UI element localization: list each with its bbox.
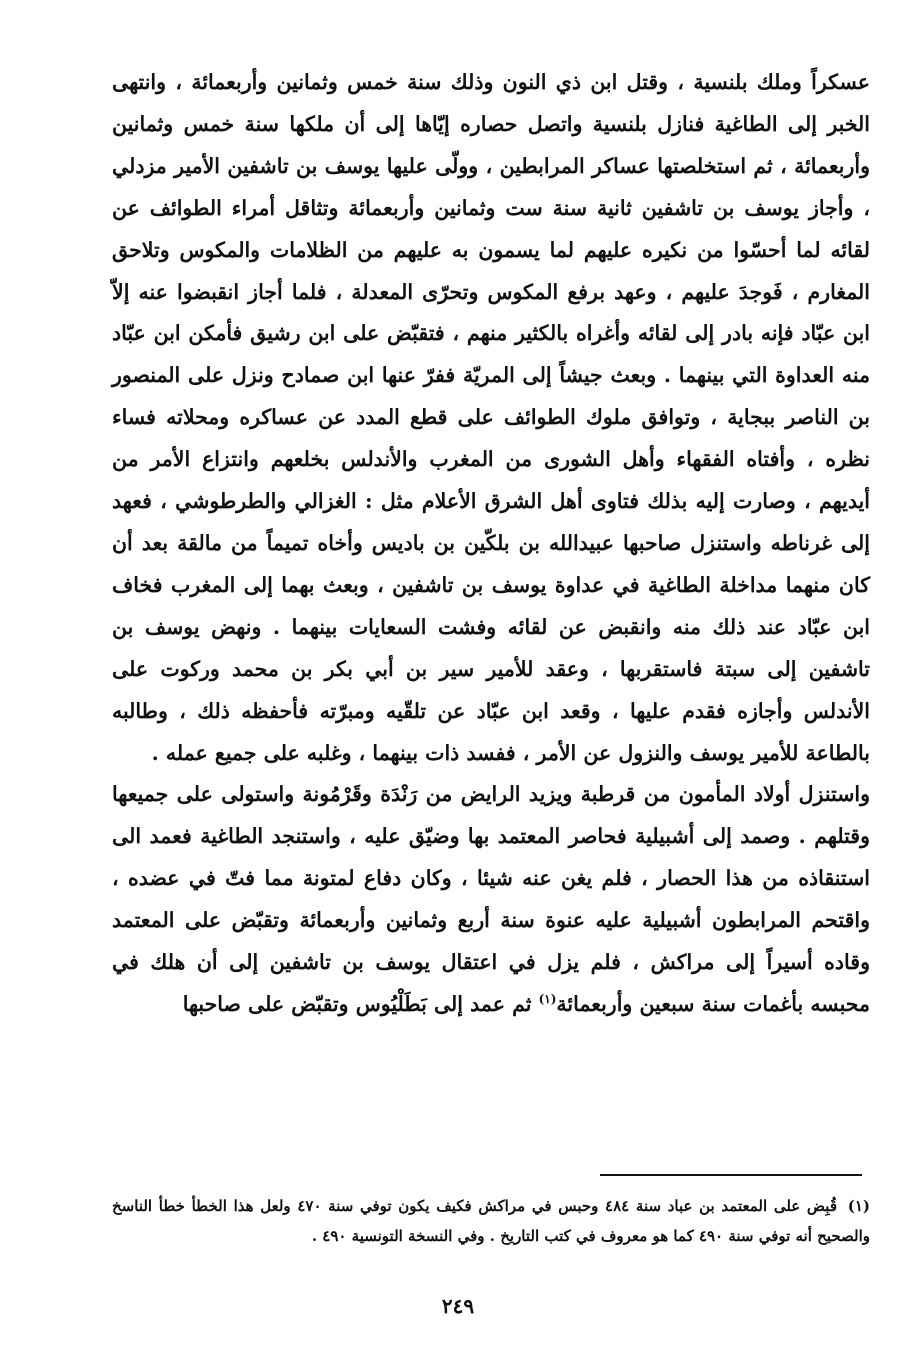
footnote-marker: (١)	[847, 1197, 870, 1215]
paragraph-2-text: واستنزل أولاد المأمون من قرطبة ويزيد الرايض من رَنْدَة وقَرْمُونة واستولى على جميعها وقتلهم . وصمد إلى أشبيلية فحاصر المعتمد بها وضيّق عليه ، واستنجد الطاغية فعمد الى استنقاذه من هذا الحصار ، فلم يغن عنه شيئا ، وكان دفاع لمتونة مما فتّ في عضده ، واقتحم المرابطون أشبيلية عليه عنوة سنة أربع وثمانين وأربعمائة وتقبّض على المعتمد وقاده أسيراً إلى مراكش ، فلم يزل في اعتقال يوسف بن تاشفين إلى أن هلك في محبسه بأغمات سنة سبعين وأربعمائة	[112, 782, 870, 1016]
paragraph-2-tail: ثم عمد إلى بَطَلْيُوس وتقبّض على صاحبها	[182, 991, 539, 1016]
main-text-block	[112, 62, 870, 1026]
paragraph-1: عسكراً وملك بلنسية ، وقتل ابن ذي النون وذلك سنة خمس وثمانين وأربعمائة ، وانتهى الخبر إلى الطاغية فنازل بلنسية واتصل حصاره إيّاها إلى أن ملكها سنة خمس وثمانين وأربعمائة ، ثم استخلصتها عساكر المرابطين ، وولّى عليها يوسف بن تاشفين الأمير مزدلي ، وأجاز يوسف بن تاشفين ثانية سنة ست وثمانين وأربعمائة وتثاقل أمراء الطوائف عن لقائه لما أحسّوا من نكيره عليهم لما يسمون به عليهم من الظلامات والمكوس وتلاحق المغارم ، فَوجدَ عليهم ، وعهد برفع المكوس وتحرّى المعدلة ، فلما أجاز انقبضوا عنه إلاّ ابن عبّاد فإنه بادر إلى لقائه وأغراه بالكثير منهم ، فتقبّض على ابن رشيق فأمكن ابن عبّاد منه العداوة التي بينهما . وبعث جيشاً إلى المريّة ففرّ عنها ابن صمادح ونزل على المنصور بن الناصر ببجاية ، وتوافق ملوك الطوائف على قطع المدد عن عساكره ومحلاته فساء نظره ، وأفتاه الفقهاء وأهل الشورى من المغرب والأندلس بخلعهم وانتزاع الأمر من أيديهم ، وصارت إليه بذلك فتاوى أهل الشرق الأعلام مثل : الغزالي والطرطوشي ، فعهد إلى غرناطه واستنزل صاحبها عبيدالله بن بلكّين بن باديس وأخاه تميماً من مالقة بعد أن كان منهما مداخلة الطاغية في عداوة يوسف بن تاشفين ، وبعث بهما إلى المغرب فخاف ابن عبّاد عند ذلك منه وانقبض عن لقائه وفشت السعايات بينهما . ونهض يوسف بن تاشفين إلى سبتة فاستقربها ، وعقد للأمير سير بن أبي بكر بن محمد وركوت على الأندلس وأجازه فقدم عليها ، وقعد ابن عبّاد عن تلقّيه ومبرّته فأحفظه ذلك ، وطالبه بالطاعة للأمير يوسف والنزول عن الأمر ، ففسد ذات بينهما ، وغلبه على جميع عمله .	[112, 70, 870, 765]
footnote	[112, 1191, 870, 1251]
page-number: ٢٤٩	[441, 1294, 475, 1318]
footnote-reference: (١)	[538, 992, 557, 1007]
footnote-separator	[600, 1174, 862, 1176]
paragraph-2	[112, 774, 870, 1025]
footnote-text: قُبِض على المعتمد بن عباد سنة ٤٨٤ وحبس في مراكش فكيف يكون توفي سنة ٤٧٠ ولعل هذا الخطأ خطأ الناسخ والصحيح أنه توفي سنة ٤٩٠ كما هو معروف في كتب التاريخ . وفي النسخة التونسية ٤٩٠ .	[112, 1197, 870, 1245]
